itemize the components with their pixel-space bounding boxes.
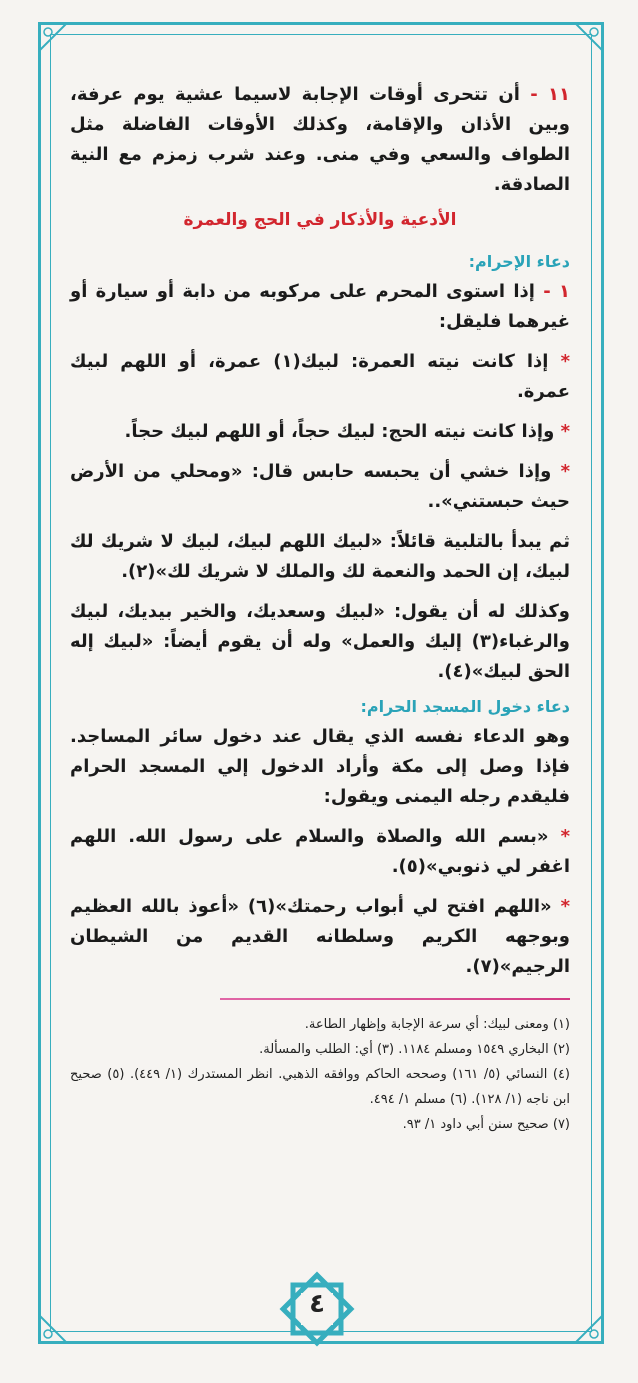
item-number: ١١ -	[530, 84, 570, 105]
footnote: (٧) صحيح سنن أبي داود ١/ ٩٣.	[402, 1117, 570, 1132]
bullet-iftah	[70, 892, 570, 982]
footnote: (٢) البخاري ١٥٤٩ ومسلم ١١٨٤. (٣) أي: الطلب والمسألة.	[259, 1042, 570, 1057]
bullet-text: إذا كانت نيته العمرة: لبيك(١) عمرة، أو اللهم لبيك عمرة.	[70, 351, 570, 402]
star-bullet-icon: *	[560, 826, 570, 847]
ornament-corner-icon	[38, 22, 68, 52]
item-1	[70, 277, 570, 337]
footnote: (٤) النسائي (٥/ ١٦١) وصححه الحاكم ووافقه الذهبي. انظر المستدرك (١/ ٤٤٩). (٥) صحيح ابن ناجه (١/ ١٢٨). (٦) مسلم ١/ ٤٩٤.	[70, 1067, 570, 1107]
talbiyah-extra-paragraph: وكذلك له أن يقول: «لبيك وسعديك، والخير بيديك، لبيك والرغباء(٣) إليك والعمل» وله أن يقوم أيضاً: «لبيك إله الحق لبيك»(٤).	[70, 601, 570, 682]
section-title-ihram: دعاء الإحرام:	[468, 252, 570, 271]
star-bullet-icon: *	[560, 421, 570, 442]
bullet-bismillah	[70, 822, 570, 882]
bullet-umrah	[70, 347, 570, 407]
talbiyah-paragraph: ثم يبدأ بالتلبية قائلاً: «لبيك اللهم لبيك، لبيك لا شريك لك لبيك، إن الحمد والنعمة لك والملك لا شريك لك»(٢).	[70, 531, 570, 582]
bullet-text: «اللهم افتح لي أبواب رحمتك»(٦) «أعوذ بالله العظيم وبوجهه الكريم وسلطانه القديم من الشيطان الرجيم»(٧).	[70, 896, 570, 977]
content-column	[70, 80, 570, 1137]
bullet-text: وإذا كانت نيته الحج: لبيك حجاً، أو اللهم لبيك حجاً.	[124, 421, 555, 442]
item-number: ١ -	[543, 281, 570, 302]
bullet-text: «بسم الله والصلاة والسلام على رسول الله. اللهم اغفر لي ذنوبي»(٥).	[70, 826, 570, 877]
item-text: أن تتحرى أوقات الإجابة لاسيما عشية يوم عرفة، وبين الأذان والإقامة، وكذلك الأوقات الفاضلة مثل الطواف والسعي وفي منى. وعند شرب زمزم مع النية الصادقة.	[70, 84, 570, 195]
masjid-paragraph: وهو الدعاء نفسه الذي يقال عند دخول سائر المساجد. فإذا وصل إلى مكة وأراد الدخول إلي المسجد الحرام فليقدم رجله اليمنى ويقول:	[70, 726, 570, 807]
footnote: (١) ومعنى لبيك: أي سرعة الإجابة وإظهار الطاعة.	[304, 1017, 570, 1032]
bullet-text: وإذا خشي أن يحبسه حابس قال: «ومحلي من الأرض حيث حبستني»..	[70, 461, 570, 512]
item-text: إذا استوى المحرم على مركوبه من دابة أو سيارة أو غيرهما فليقل:	[70, 281, 570, 332]
item-11	[70, 80, 570, 200]
bullet-condition	[70, 457, 570, 517]
ornament-corner-icon	[38, 1314, 68, 1344]
ornament-corner-icon	[574, 1314, 604, 1344]
bullet-hajj	[70, 417, 570, 447]
star-bullet-icon: *	[560, 351, 570, 372]
page-number-badge	[279, 1271, 355, 1347]
star-bullet-icon: *	[560, 896, 570, 917]
section-title-masjid: دعاء دخول المسجد الحرام:	[360, 697, 570, 716]
main-title: الأدعية والأذكار في الحج والعمرة	[183, 210, 457, 230]
star-bullet-icon: *	[560, 461, 570, 482]
page-number: ٤	[309, 1289, 325, 1319]
ornament-corner-icon	[574, 22, 604, 52]
footnote-divider	[220, 998, 570, 1000]
